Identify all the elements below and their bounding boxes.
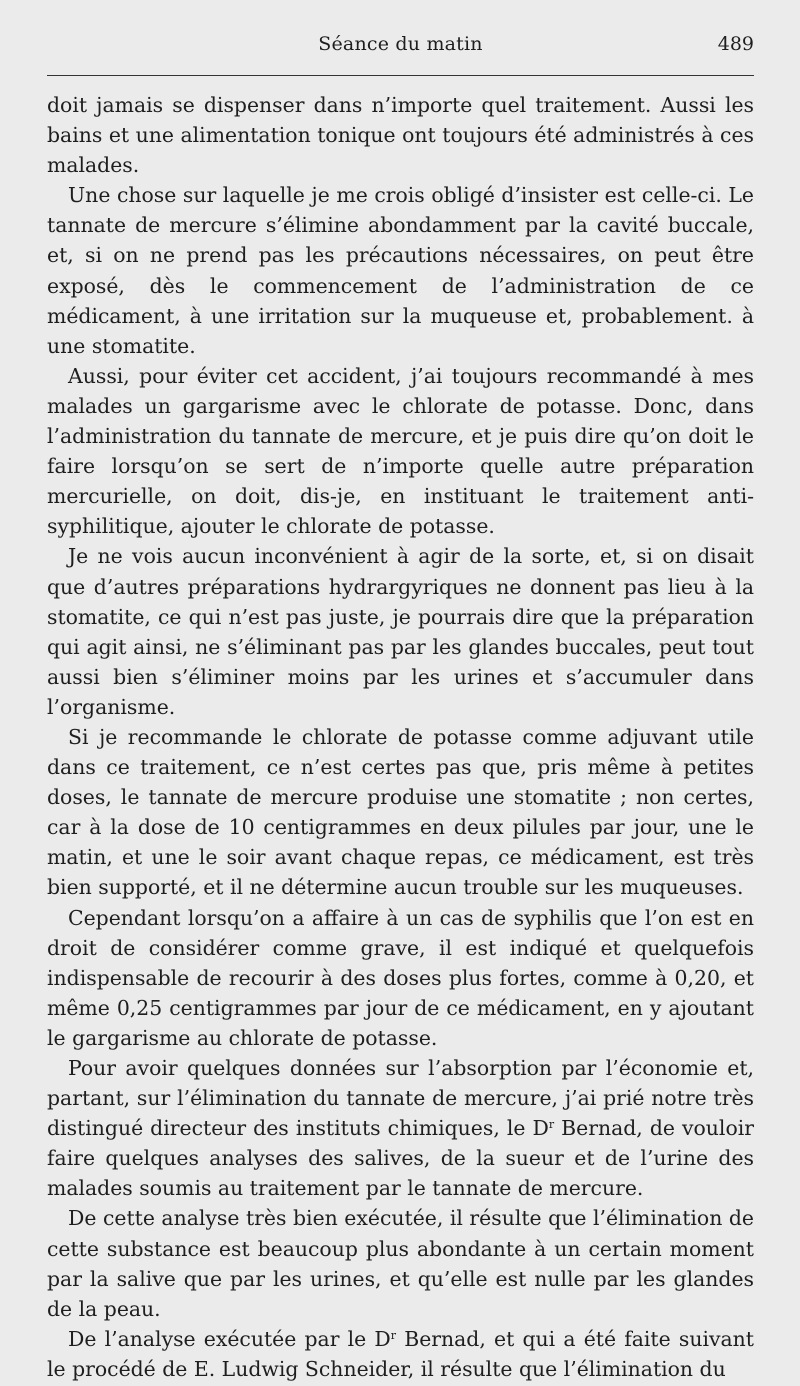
body-text [47, 90, 754, 1384]
paragraph-doses: Cependant lorsqu’on a affaire à un cas de syphilis que l’on est en droit de considérer comme grave, il est indiqué et quelquefois indispensable de recourir à des doses plus fortes, comme à 0,20, et même 0,25 centigrammes par jour de ce médicament, en y ajoutant le gargarisme au chlorate de potasse. [47, 905, 754, 1050]
paragraph-procede-text-after: Bernad, et qui a été faite suivant le procédé de E. Ludwig Schneider, il résulte que l’élimination du [47, 1326, 754, 1381]
doctor-abbrev-superscript: r [390, 1328, 397, 1342]
paragraph-continuation: doit jamais se dispenser dans n’importe quel traitement. Aussi les bains et une alimentation tonique ont toujours été administrés à ces malades. [47, 93, 754, 178]
header-rule [47, 75, 754, 76]
paragraph-analyses-text-after: Bernad, de vouloir faire quelques analyses des salives, de la sueur et de l’urine des malades soumis au traitement par le tannate de mercure. [47, 1116, 754, 1201]
paragraph-procede-text-before: De l’analyse exécutée par le D [68, 1326, 391, 1351]
paragraph-procede [47, 1324, 754, 1384]
page-number: 489 [717, 33, 754, 55]
paragraph-inconvenient: Je ne vois aucun inconvénient à agir de la sorte, et, si on disait que d’autres préparations hydrargyriques ne donnent pas lieu à la stomatite, ce qui n’est pas juste, je pourrais dire que la préparation qui agit ainsi, ne s’éliminant pas par les glandes buccales, peut tout aussi bien s’éliminer moins par les urines et s’accumuler dans l’organisme. [47, 544, 754, 719]
paragraph-analyses [47, 1053, 754, 1203]
running-title: Séance du matin [318, 33, 483, 55]
paragraph-gargarisme: Aussi, pour éviter cet accident, j’ai toujours recommandé à mes malades un gargarisme avec le chlorate de potasse. Donc, dans l’administration du tannate de mercure, et je puis dire qu’on doit le faire lorsqu’on se sert de n’importe quelle autre préparation mercurielle, on doit, dis-je, en instituant le traitement anti-syphilitique, ajouter le chlorate de potasse. [47, 363, 754, 539]
page-header [47, 33, 754, 63]
paragraph-analyses-text-before: Pour avoir quelques données sur l’absorption par l’économie et, partant, sur l’élimination du tannate de mercure, j’ai prié notre très distingué directeur des instituts chimiques, le D [47, 1056, 754, 1141]
paragraph-chlorate: Si je recommande le chlorate de potasse comme adjuvant utile dans ce traitement, ce n’est certes pas que, pris même à petites doses, le tannate de mercure produise une stomatite ; non certes, car à la dose de 10 centigrammes en deux pilules par jour, une le matin, et une le soir avant chaque repas, ce médicament, est très bien supporté, et il ne détermine aucun trouble sur les muqueuses. [47, 724, 754, 900]
paragraph-resultat: De cette analyse très bien exécutée, il résulte que l’élimination de cette substance est beaucoup plus abondante à un certain moment par la salive que par les urines, et qu’elle est nulle par les glandes de la peau. [47, 1206, 754, 1321]
paragraph-tannate-elimination: Une chose sur laquelle je me crois obligé d’insister est celle-ci. Le tannate de mercure s’élimine abondamment par la cavité buccale, et, si on ne prend pas les précautions nécessaires, on peut être exposé, dès le commencement de l’administration de ce médicament, à une irritation sur la muqueuse et, probablement. à une stomatite. [47, 183, 754, 358]
doctor-abbrev-superscript: r [548, 1118, 555, 1132]
